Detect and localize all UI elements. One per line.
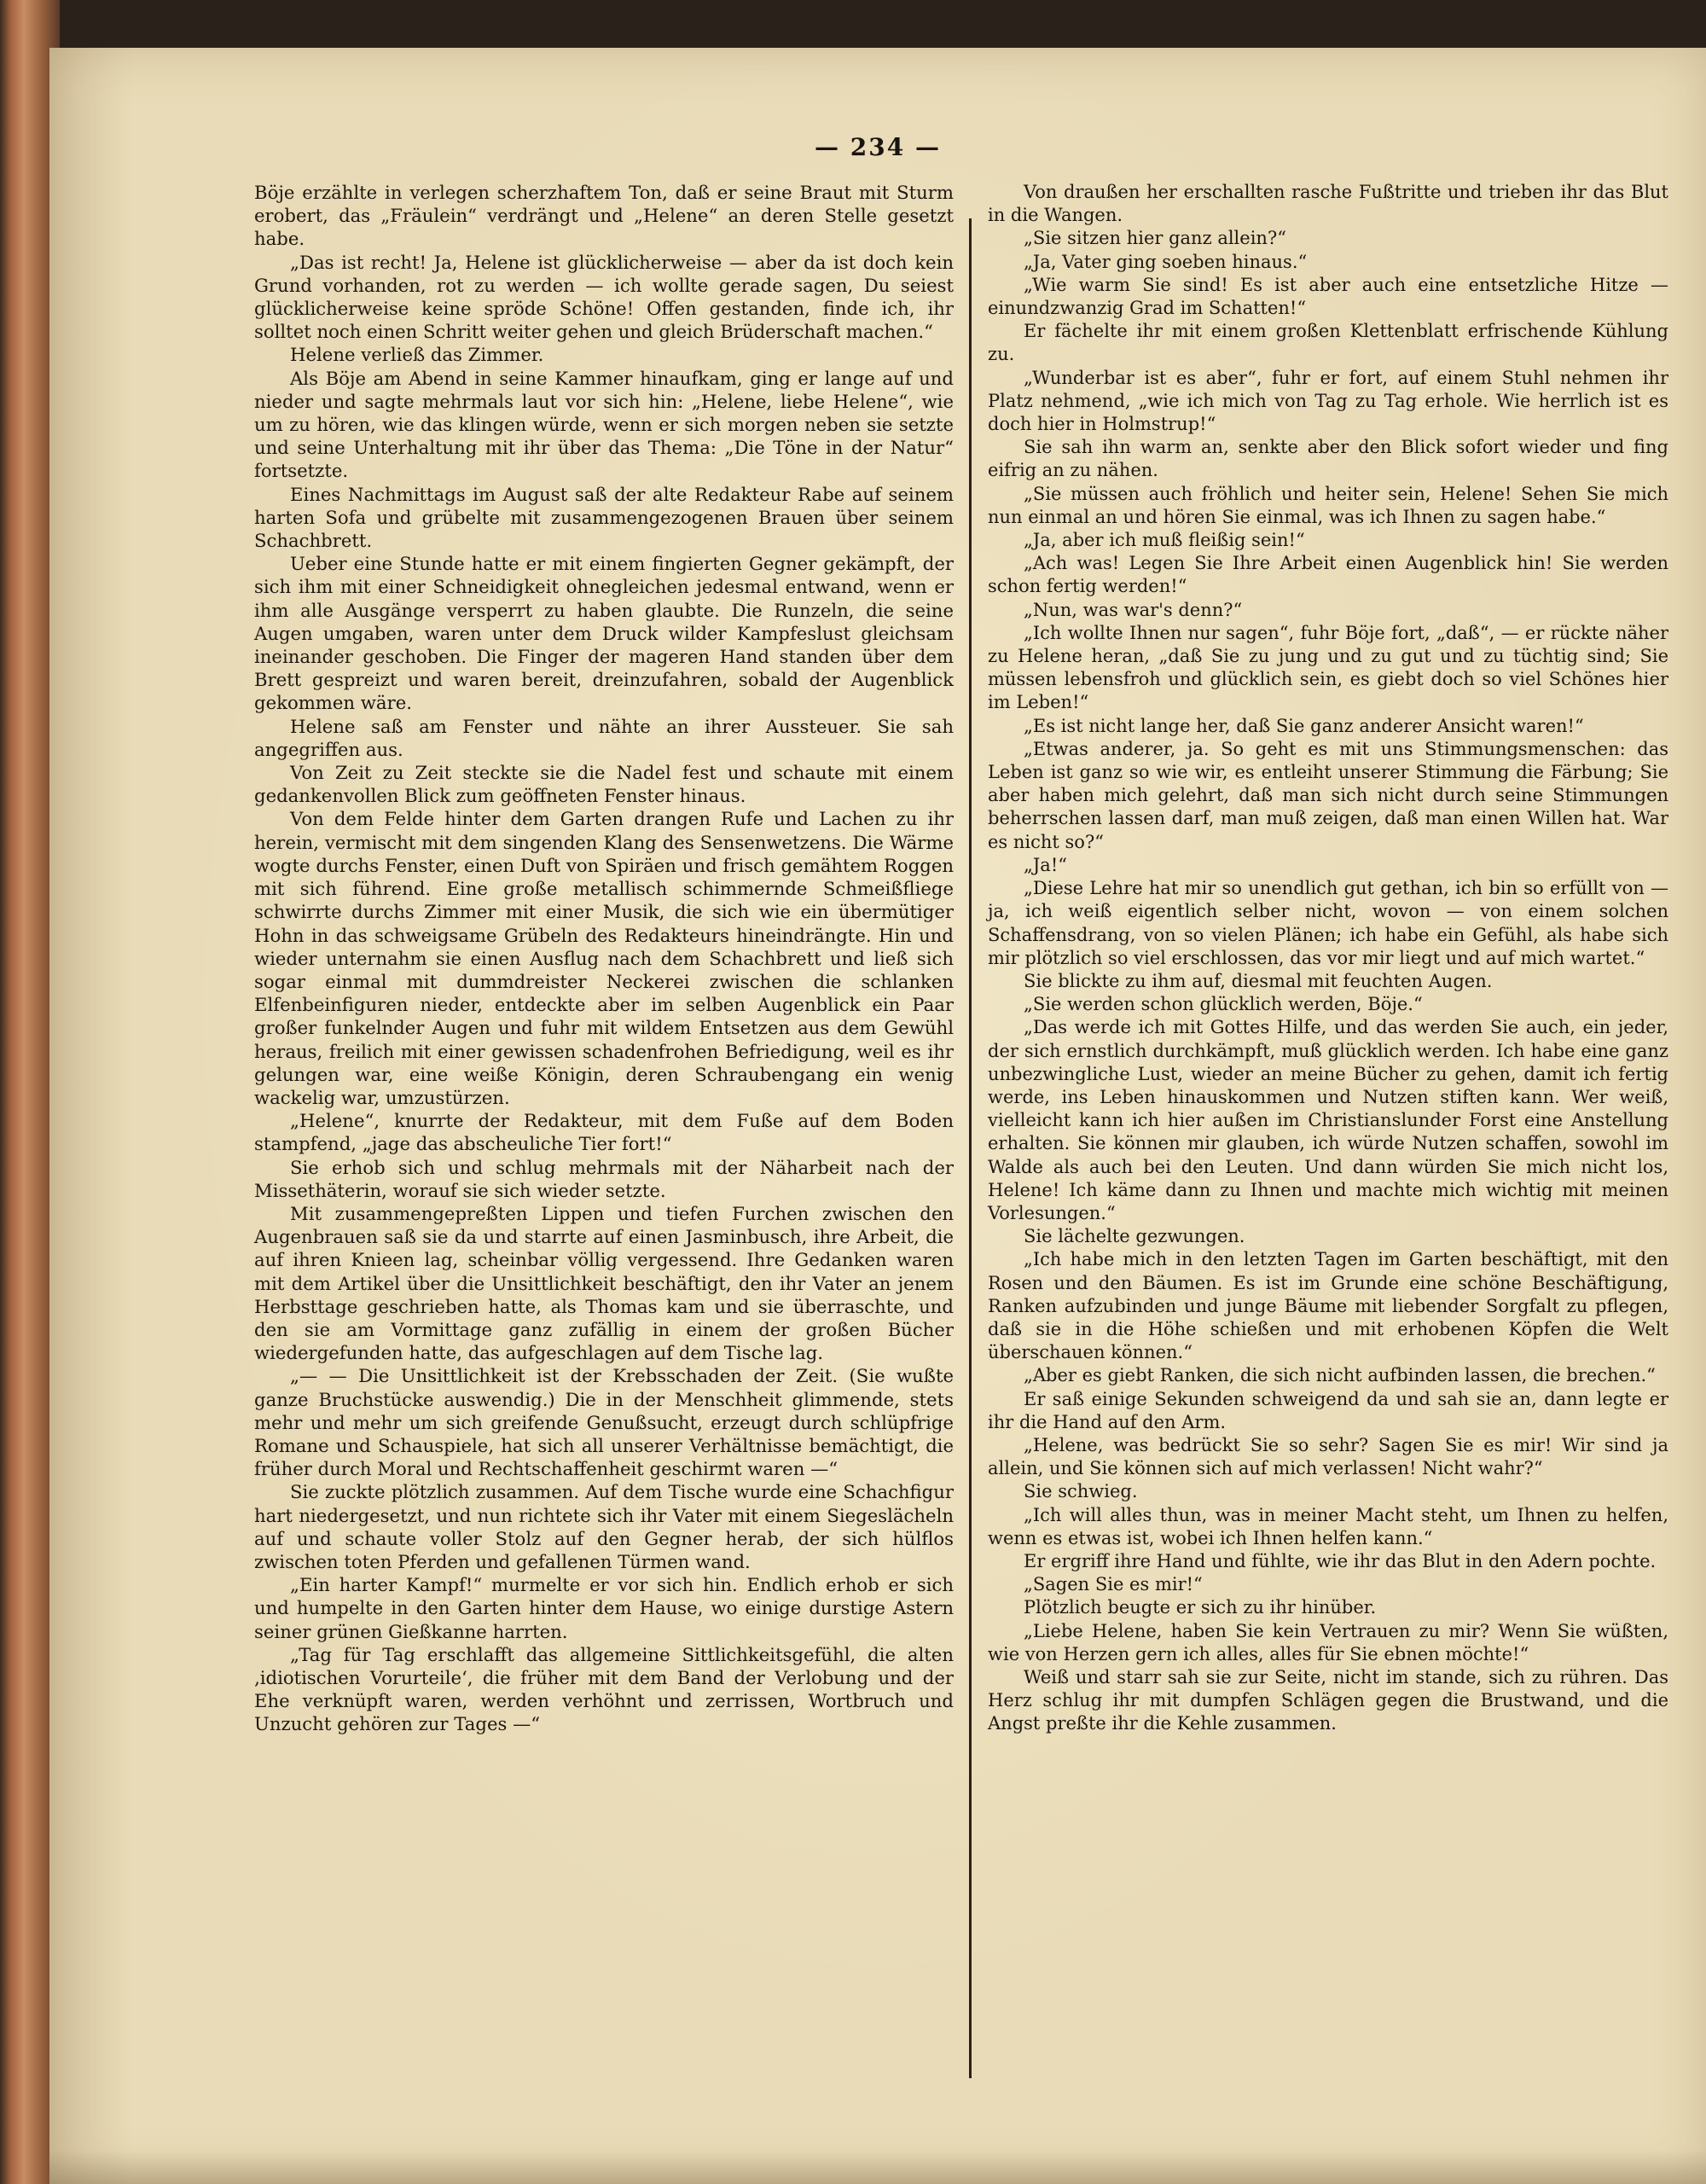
page-bottom-shadow	[49, 2150, 1706, 2184]
right-column	[988, 181, 1668, 1736]
paragraph: „Aber es giebt Ranken, die sich nicht aufbinden lassen, die brechen.“	[1024, 1365, 1656, 1386]
page-number: — 234 —	[815, 133, 941, 161]
paragraph: „— — Die Unsittlichkeit ist der Krebsschaden der Zeit. (Sie wußte ganze Bruchstücke auswendig.) Die in der Menschheit glimmende, stets mehr und mehr um sich greifende Genußsucht, erzeugt durch schlüpfrige Romane und Schauspiele, hat sich all unserer Verhältnisse bemächtigt, die früher durch Moral und Rechtschaffenheit geschirmt waren —“	[254, 1365, 954, 1480]
paragraph: Sie zuckte plötzlich zusammen. Auf dem Tische wurde eine Schachfigur hart niedergesetzt, und nun richtete sich ihr Vater mit einem Siegeslächeln auf und schaute voller Stolz auf den Gegner herab, der sich hülflos zwischen toten Pferden und gefallenen Türmen wand.	[254, 1481, 954, 1572]
paragraph: Sie schwieg.	[1024, 1481, 1138, 1502]
paragraph: Von dem Felde hinter dem Garten drangen Rufe und Lachen zu ihr herein, vermischt mit dem singenden Klang des Sensenwetzens. Die Wärme wogte durchs Fenster, einen Duft von Spiräen und frisch gemähtem Roggen mit sich führend. Eine große metallisch schimmernde Schmeißfliege schwirrte durchs Zimmer mit einer Musik, die sich wie ein übermütiger Hohn in das schweigsame Grübeln des Redakteurs hineindrängte. Hin und wieder unternahm sie einen Ausflug nach dem Schachbrett und ließ sich sogar einmal mit dummdreister Neckerei zwischen die schlanken Elfenbeinfiguren nieder, entdeckte aber im selben Augenblick ein Paar großer funkelnder Augen und fuhr mit wildem Entsetzen aus dem Gewühl heraus, freilich mit einer gewissen schadenfrohen Befriedigung, weil es ihr gelungen war, eine weiße Königin, deren Schraubengang ein wenig wackelig war, umzustürzen.	[254, 808, 954, 1108]
paragraph: „Ja, aber ich muß fleißig sein!“	[1024, 530, 1305, 551]
paragraph: Weiß und starr sah sie zur Seite, nicht im stande, sich zu rühren. Das Herz schlug ihr mit dumpfen Schlägen gegen die Brustwand, und die Angst preßte ihr die Kehle zusammen.	[988, 1667, 1668, 1734]
paragraph: „Ja, Vater ging soeben hinaus.“	[1024, 251, 1308, 272]
paragraph: Ueber eine Stunde hatte er mit einem fingierten Gegner gekämpft, der sich ihm mit einer Schneidigkeit ohnegleichen jedesmal entwand, wenn er ihm alle Ausgänge versperrt zu haben glaubte. Die Runzeln, die seine Augen umgaben, waren unter dem Druck wilder Kampfeslust gleichsam ineinander geschoben. Die Finger der mageren Hand standen über dem Brett gespreizt und waren bereit, dreinzufahren, sobald der Augenblick gekommen wäre.	[254, 553, 954, 714]
paragraph: Er fächelte ihr mit einem großen Klettenblatt erfrischende Kühlung zu.	[988, 321, 1668, 365]
paragraph: Sie erhob sich und schlug mehrmals mit der Näharbeit nach der Missethäterin, worauf sie sich wieder setzte.	[254, 1156, 954, 1201]
column-divider	[969, 218, 972, 2078]
paragraph: Sie sah ihn warm an, senkte aber den Blick sofort wieder und fing eifrig an zu nähen.	[988, 437, 1668, 481]
paragraph: „Sagen Sie es mir!“	[1024, 1574, 1203, 1595]
left-column	[254, 181, 954, 1736]
paragraph: „Helene“, knurrte der Redakteur, mit dem Fuße auf dem Boden stampfend, „jage das abscheuliche Tier fort!“	[254, 1110, 954, 1155]
paragraph: Er saß einige Sekunden schweigend da und sah sie an, dann legte er ihr die Hand auf den Arm.	[988, 1388, 1668, 1432]
paragraph: „Ein harter Kampf!“ murmelte er vor sich hin. Endlich erhob er sich und humpelte in den Garten hinter dem Hause, wo einige durstige Astern seiner grünen Gießkanne harrten.	[254, 1574, 954, 1642]
paragraph: „Tag für Tag erschlafft das allgemeine Sittlichkeitsgefühl, die alten ‚idiotischen Vorurteile‘, die früher mit dem Band der Verlobung und der Ehe verknüpft waren, werden verhöhnt und zerrissen, Wortbruch und Unzucht gehören zur Tages —“	[254, 1643, 954, 1735]
paragraph: Als Böje am Abend in seine Kammer hinaufkam, ging er lange auf und nieder und sagte mehrmals laut vor sich hin: „Helene, liebe Helene“, wie um zu hören, wie das klingen würde, wenn er sich morgen neben sie setzte und seine Unterhaltung mit ihr über das Thema: „Die Töne in der Natur“ fortsetzte.	[254, 367, 954, 482]
paragraph: „Wunderbar ist es aber“, fuhr er fort, auf einem Stuhl nehmen ihr Platz nehmend, „wie ich mich von Tag zu Tag erhole. Wie herrlich ist es doch hier in Holmstrup!“	[988, 367, 1668, 435]
paragraph: „Sie werden schon glücklich werden, Böje.“	[1024, 994, 1423, 1015]
paragraph: Sie lächelte gezwungen.	[1024, 1226, 1245, 1247]
paragraph: „Liebe Helene, haben Sie kein Vertrauen zu mir? Wenn Sie wüßten, wie von Herzen gern ich alles, alles für Sie ebnen möchte!“	[988, 1620, 1668, 1664]
paragraph: „Ich will alles thun, was in meiner Macht steht, um Ihnen zu helfen, wenn es etwas ist, wobei ich Ihnen helfen kann.“	[988, 1504, 1668, 1548]
paragraph: Er ergriff ihre Hand und fühlte, wie ihr das Blut in den Adern pochte.	[1024, 1550, 1657, 1571]
paragraph: Böje erzählte in verlegen scherzhaftem Ton, daß er seine Braut mit Sturm erobert, das „Fräulein“ verdrängt und „Helene“ an deren Stelle gesetzt habe.	[254, 182, 954, 250]
paragraph: „Helene, was bedrückt Sie so sehr? Sagen Sie es mir! Wir sind ja allein, und Sie können sich auf mich verlassen! Nicht wahr?“	[988, 1434, 1668, 1479]
paragraph: „Das werde ich mit Gottes Hilfe, und das werden Sie auch, ein jeder, der sich ernstlich durchkämpft, muß glücklich werden. Ich habe eine ganz unbezwingliche Lust, wieder an meine Bücher zu gehen, damit ich fertig werde, ins Leben hinauskommen und Nutzen stiften kann. Wer weiß, vielleicht kann ich hier außen im Christianslunder Forst eine Anstellung erhalten. Sie können mir glauben, ich würde Nutzen schaffen, sowohl im Walde als auch bei den Leuten. Und dann würden Sie mich nicht los, Helene! Ich käme dann zu Ihnen und machte mich wichtig mit meinen Vorlesungen.“	[988, 1017, 1668, 1223]
paragraph: Von draußen her erschallten rasche Fußtritte und trieben ihr das Blut in die Wangen.	[988, 182, 1668, 226]
paragraph: „Diese Lehre hat mir so unendlich gut gethan, ich bin so erfüllt von — ja, ich weiß eigentlich selber nicht, wovon — von einem solchen Schaffensdrang, von so vielen Plänen; ich habe ein Gefühl, als habe sich mir plötzlich so viel erschlossen, das vor mir liegt und auf mich wartet.“	[988, 878, 1668, 968]
paragraph: Mit zusammengepreßten Lippen und tiefen Furchen zwischen den Augenbrauen saß sie da und starrte auf einen Jasminbusch, ihre Arbeit, die auf ihren Knieen lag, scheinbar völlig vergessend. Ihre Gedanken waren mit dem Artikel über die Unsittlichkeit beschäftigt, den ihr Vater an jenem Herbsttage geschrieben hatte, als Thomas kam und sie überraschte, und den sie am Vormittage ganz zufällig in einem der großen Bücher wiedergefunden hatte, das aufgeschlagen auf dem Tische lag.	[254, 1202, 954, 1364]
paragraph: Sie blickte zu ihm auf, diesmal mit feuchten Augen.	[1024, 970, 1493, 991]
paragraph: „Sie müssen auch fröhlich und heiter sein, Helene! Sehen Sie mich nun einmal an und hören Sie einmal, was ich Ihnen zu sagen habe.“	[988, 483, 1668, 527]
paragraph: „Nun, was war's denn?“	[1024, 599, 1243, 620]
paragraph: Eines Nachmittags im August saß der alte Redakteur Rabe auf seinem harten Sofa und grübelte mit zusammengezogenen Brauen über seinem Schachbrett.	[254, 483, 954, 552]
paragraph: Helene saß am Fenster und nähte an ihrer Aussteuer. Sie sah angegriffen aus.	[254, 715, 954, 760]
paragraph: Von Zeit zu Zeit steckte sie die Nadel fest und schaute mit einem gedankenvollen Blick zum geöffneten Fenster hinaus.	[254, 762, 954, 807]
paragraph: „Ich habe mich in den letzten Tagen im Garten beschäftigt, mit den Rosen und den Bäumen. Es ist im Grunde eine schöne Beschäftigung, Ranken aufzubinden und junge Bäume mit liebender Sorgfalt zu pflegen, daß sie in die Höhe schießen und mit erhobenen Köpfen die Welt überschauen können.“	[988, 1249, 1668, 1363]
paragraph: „Ich wollte Ihnen nur sagen“, fuhr Böje fort, „daß“, — er rückte näher zu Helene heran, „daß Sie zu jung und zu gut und zu tüchtig sind; Sie müssen lebensfroh und glücklich sein, es giebt doch so viel Schönes hier im Leben!“	[988, 622, 1668, 713]
paragraph: „Es ist nicht lange her, daß Sie ganz anderer Ansicht waren!“	[1024, 715, 1584, 736]
paragraph: „Wie warm Sie sind! Es ist aber auch eine entsetzliche Hitze — einundzwanzig Grad im Schatten!“	[988, 274, 1668, 319]
paragraph: Helene verließ das Zimmer.	[290, 344, 544, 366]
paragraph: Plötzlich beugte er sich zu ihr hinüber.	[1024, 1597, 1377, 1618]
paragraph: „Ach was! Legen Sie Ihre Arbeit einen Augenblick hin! Sie werden schon fertig werden!“	[988, 553, 1668, 597]
book-page	[49, 48, 1706, 2184]
paragraph: „Etwas anderer, ja. So geht es mit uns Stimmungsmenschen: das Leben ist ganz so wie wir, es entleiht unserer Stimmung die Färbung; Sie aber haben mich gelehrt, daß man sich nicht durch seine Stimmungen beherrschen lassen darf, man muß zeigen, daß man einen Willen hat. War es nicht so?“	[988, 738, 1668, 852]
paragraph: „Sie sitzen hier ganz allein?“	[1024, 228, 1286, 249]
paragraph: „Das ist recht! Ja, Helene ist glücklicherweise — aber da ist doch kein Grund vorhanden, rot zu werden — ich wollte gerade sagen, Du seiest glücklicherweise keine spröde Schöne! Offen gestanden, finde ich, ihr solltet noch einen Schritt weiter gehen und gleich Brüderschaft machen.“	[254, 251, 954, 343]
paragraph: „Ja!“	[1024, 854, 1067, 875]
